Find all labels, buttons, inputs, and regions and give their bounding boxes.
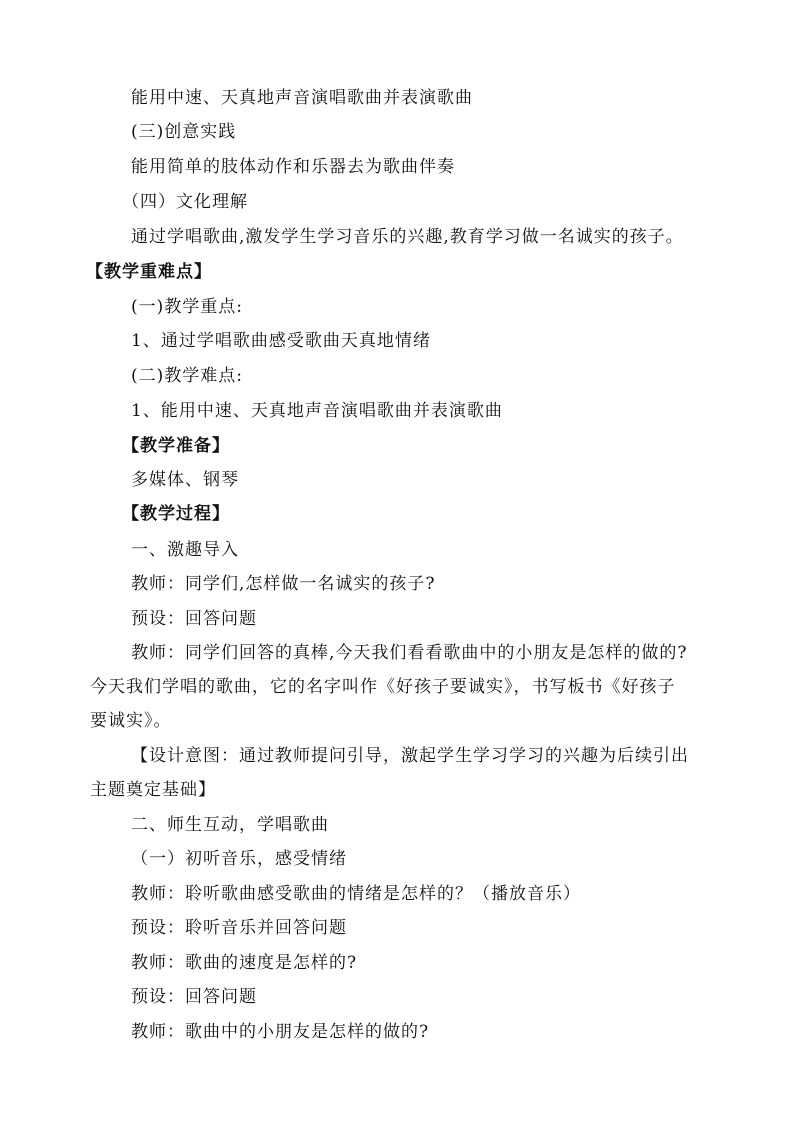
- paragraph-line: 预设：回答问题: [131, 609, 257, 629]
- section-title: 【教学重难点】: [86, 262, 212, 282]
- subsection-heading: (一)教学重点:: [131, 297, 243, 317]
- paragraph-line: 1、能用中速、天真地声音演唱歌曲并表演歌曲: [131, 401, 503, 421]
- paragraph-line: 教师：同学们回答的真棒,今天我们看看歌曲中的小朋友是怎样的做的?: [131, 643, 688, 663]
- paragraph-line: 预设：回答问题: [131, 987, 257, 1007]
- paragraph-line: 今天我们学唱的歌曲，它的名字叫作《好孩子要诚实》，书写板书《好孩子: [90, 677, 676, 697]
- section-title: 【教学准备】: [122, 436, 230, 456]
- subsection-heading: （一）初听音乐，感受情绪: [131, 849, 347, 869]
- paragraph-line: 通过学唱歌曲,激发学生学习音乐的兴趣,教育学习做一名诚实的孩子。: [131, 227, 684, 247]
- paragraph-line: 教师：同学们,怎样做一名诚实的孩子?: [131, 574, 436, 594]
- section-title: 【教学过程】: [122, 504, 230, 524]
- paragraph-line: 【设计意图：通过教师提问引导，激起学生学习学习的兴趣为后续引出: [131, 746, 689, 766]
- paragraph-line: 预设：聆听音乐并回答问题: [131, 918, 347, 938]
- paragraph-line: 教师：聆听歌曲感受歌曲的情绪是怎样的？（播放音乐）: [131, 884, 581, 904]
- section-heading: (三)创意实践: [131, 122, 237, 142]
- paragraph-line: 要诚实》。: [90, 711, 172, 731]
- subsection-heading: 一、激趣导入: [131, 540, 239, 560]
- paragraph-line: 主题奠定基础】: [90, 780, 216, 800]
- paragraph-line: 1、通过学唱歌曲感受歌曲天真地情绪: [131, 331, 431, 351]
- paragraph-line: 教师：歌曲中的小朋友是怎样的做的?: [131, 1022, 430, 1042]
- section-heading: （四）文化理解: [122, 192, 248, 212]
- paragraph-line: 能用中速、天真地声音演唱歌曲并表演歌曲: [131, 88, 473, 108]
- paragraph-line: 能用简单的肢体动作和乐器去为歌曲伴奏: [131, 157, 455, 177]
- paragraph-line: 多媒体、钢琴: [131, 470, 239, 490]
- paragraph-line: 教师：歌曲的速度是怎样的?: [131, 953, 358, 973]
- subsection-heading: 二、师生互动，学唱歌曲: [131, 815, 329, 835]
- subsection-heading: (二)教学难点:: [131, 366, 243, 386]
